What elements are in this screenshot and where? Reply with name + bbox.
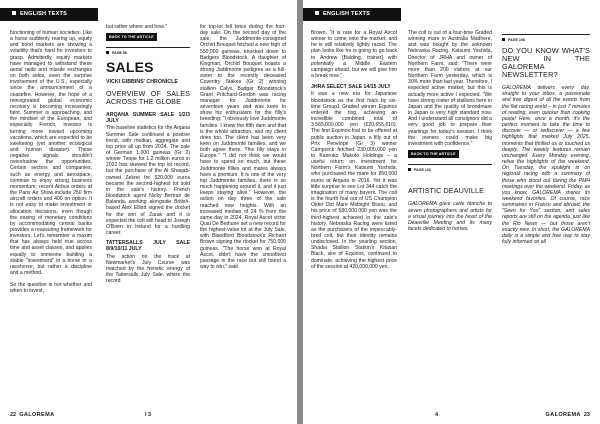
column-text: for top-lot fell twice during the four-day sale. On the second day of the sale, the Juddmonte-consigned Orchid Bouquet fetched a new high of 550,000 guineas, knocked down to Badgers Bloodstock. A daughter of Kingman, Orchid Bouquet boasts a strong Juddmonte pedigree as a full-sister to the recently deceased Coventry Stakes (Gr 2) winning stallion Calyx. Badger Bloodstock's Grant Pritchard-Gordon was racing manager for Juddmonte for seventeen years and was keen to show his enthusiasm for the filly's breeding: "I obviously love Juddmonte families. I knew the fifth dam and that is the whole attraction, and my client does too. The client has been very keen on Juddmonte families, and we both agree there. This filly stays in Europe." "I did not think we would have to spend so much, but these Juddmonte fillies and mares always have a premium. It is one of the very top Juddmonte families, there is so much happening around it, and it just keeps staying alive." However, the action on day three of the sale reached new heights. With an increased median of 24 % from the same day in 2024, Royal Ascot victor Qual De Bethune set a new record for the highest-value lot at the July Sale, with Blandford Bloodstock's Richard Brown signing the docket for 750,000 guineas. "The horse won at Royal Ascot, didn't have the smoothest passage in the race but still found a way to win," said [200,24,286,271]
column-text-end: So the question is not whether and when to invest, [10,282,92,295]
page-reference [502,37,590,43]
column-intro: but rather where and how." [106,24,167,30]
article-title: ARTISTIC DEAUVILLE [408,186,484,196]
header-label: ENGLISH TEXTS [20,11,68,17]
page-ref-label: PAGE 96 [112,51,127,56]
section-text: The action on the track at Newmarket's July Course was matched by the frenetic energy of the Tattersalls July Sale, where the record [106,253,190,285]
footer-right-pages [435,412,438,418]
article-title: DO YOU KNOW WHAT'S NEW IN THE GALOREMA NEWSLETTER? [502,46,590,80]
section-text: It was a new era for Japanese bloodstock as the first foals by six-time Group1 Graded winner Equinox entered the ring, achieving an incredible combined total of 3,565,000,000 yen (€20,655,610). The first Equinox foal to be offered at public auction in Japan, a filly out of Prix Penelope (Gr 3) winner Campreck fetched 230,000,000 yen to Kaoruko Makoto Holdings – a useful return on investment for Northern Farm's Katsumi Yoshida, who purchased the mare for 850,000 euros at Arqana in 2016. Yet it was little surprise to see Lot 344 catch the imagination of many buyers. The colt is the fourth foal out of US Champion Older Dirt Mare Midnight Bisou, and his price of 580,000,000 yen was the third-highest achieved in the sale's history. Nebraska Racing were listed as the purchasers of the impeccably-bred colt, but their identity remains undisclosed. In the yearling section, Shadai Stallion Station's Kitasan Black, sire of Equinox, continued to dominate, achieving the highest price of the session at 420,000,000 yen. [311,91,397,270]
section-heading: ARQANA SUMMER SALE 1/2/3 JULY [106,112,190,125]
back-to-article-link[interactable]: BACK TO THE ARTICLE [106,33,157,41]
article-text: GALOREMA delivers every day, straight to your inbox, a passionate and free digest of all the events from the flat racing world – in just 7 minutes of reading, even quicker than cooking pasta! Here, once a month, it's the perfect moment to take the time to discover — or rediscover — a few highlights that marked July 2025, moments that thrilled us or touched us deeply. The weekly features remain unchanged. Every Monday evening, relive the highlights of the weekend. On Tuesday, the spotlight is on regional racing with a summary of those who stood out during the PMH meetings over the weekend. Friday, as you know, GALOREMA shares its weekend favorites. Of course, race summaries in France and abroad, the "Seen for You" section, and sales reports are still on the agenda, just like the Rio News — but those aren't exactly new. In short, the GALOREMA daily is a simple and free way to stay fully informed on all [502,85,590,246]
section-heading: TATTERSALLS JULY SALE 8/9/10/11 JULY [106,240,190,253]
article-subtitle: OVERVIEW OF SALES ACROSS THE GLOBE [106,88,190,106]
footer-left [10,412,54,418]
logo: GALOREMA [19,412,55,418]
page-ref-label: PAGE 100 [414,168,431,173]
page-reference [106,50,190,56]
article-intro: GALOREMA gave carte blanche to seven photographers and artists for a visual journey into the heart of the Deauville Meeting and its many facets dedicated to horses. [408,201,492,233]
page-number: I 3 [145,412,152,418]
article-author: VICKI GIBBINS' CHRONICLE [106,79,178,86]
header-square-icon [315,11,319,15]
left-column-1 [10,30,92,408]
left-page [0,0,297,424]
section-header-right [303,8,401,21]
back-to-article-link[interactable]: BACK TO THE ARTICLE [408,150,459,158]
divider [408,164,492,165]
page-number: 22 [10,412,17,418]
section-text: The baseline statistics for the Arqana Summer Sale continued a positive trend, with median, aggregate and top price all up from 2024. The sale of German 1,000 guineas (Gr 2) winner Txope for 1.2 million euros in 2022 has skewed the top lot record, but the purchase of the Al Shaqab-owned Zekret for 520,000 euros became the second-highest lot sold in the sale's history. French bloodstock agent Nicky Bertran de Balanda, working alongside British-based Alex Elliott signed the docket for the son of Zarak and it is expected the colt will head to Joseph O'Brien in Ireland for a hurdling career. [106,125,190,237]
footer-left-pages [145,412,151,418]
page-square-icon [106,51,109,54]
column-text: functioning of human societies. Like a horse suddenly rearing up, equity and bond markets are showing a volatility that's hard for investors to grasp. Admittedly, equity markets have managed to withstand these aerial raids and missile exchanges on both sides, even the surprise involvement of the U.S., especially since the announcement of a ceasefire. However, the hope of a reinvigorated global economic recovery is becoming increasingly faint. Summer is approaching, and the mindset of the European, and especially French, investor is turning more toward upcoming vacations, which are expected to be sweltering (yet another ecological and human disaster). These negative signals shouldn't overshadow the opportunities. Certain sectors and companies, such as energy and aerospace, continue to enjoy strong business momentum; recent Airbus orders at the Paris Air Show include 250 firm aircraft orders and 400 on option. It is not easy to make investment or allocation decisions, even though the easing of monetary conditions by accommodating central banks provides a reassuring framework for investors. Let's remember a maxim that has always held true across time and asset classes, and applies equally to someone building a stable "investment" in a horse or a racehorse, but rather a discipline and a method. [10,30,92,277]
left-column-3 [200,24,286,408]
logo: GALOREMA [545,412,581,418]
footer-right [546,412,590,418]
left-column-2 [106,24,190,408]
column-text: The colt is out of a four-time Graded winning mare in Australia Madhere, and was bought by the unknown Nebraska Racing. Katsumi Yoshida, Director of JRHA and owner of Northern Farm, said: "There were more than 200 visitors at our Northern Farm yesterday, which is 30% more than last year. Therefore, I expected active market, but this is actually more active I expected. "We have strong roster of stallions here in Japan and the quality of broodmare in Japan is very high standard now. And I understand all consignors did a very good job to prepare their yearlings for today's session. I think the owners could make big investment with confidence." [408,30,492,147]
article-title: SALES [106,59,154,76]
page-ref-label: PAGE 108 [508,38,525,42]
section-header-left [0,8,98,21]
right-column-1 [311,30,397,408]
right-column-3 [502,30,590,408]
page-square-icon [408,168,411,171]
right-column-2 [408,30,492,408]
divider [106,47,190,48]
page-reference [408,167,492,173]
right-page [303,0,600,424]
page-square-icon [502,38,505,41]
header-square-icon [12,11,16,15]
header-label: ENGLISH TEXTS [323,11,371,17]
section-heading: JHRA SELECT SALE 14/15 JULY [311,84,391,91]
divider [502,34,590,35]
page-number: 23 [583,412,590,418]
page-number: 4 [435,412,439,418]
column-text: Brown. "It is rare for a Royal Ascot winner to come onto the market, and he is still relatively lightly raced. The plan looks like he is going to go back to Andrew [Balding, trainer] with potentially a Middle Eastern campaign ahead, but we will give him a break now." [311,30,397,80]
